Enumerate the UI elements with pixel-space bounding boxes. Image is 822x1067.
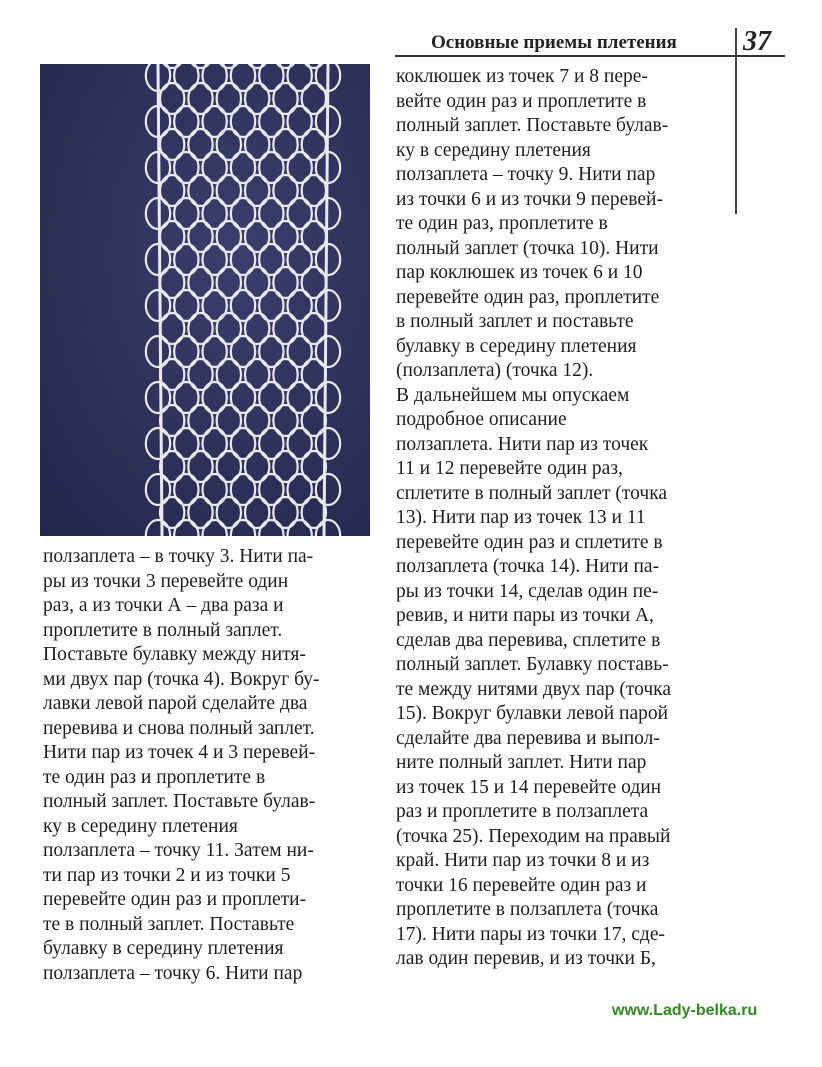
lace-hole [217,64,241,68]
text-line: лав один перевив, и из точки Б, [396,948,656,969]
lace-hole [160,359,184,390]
lace-hole [288,382,312,413]
lace-hole [160,313,184,344]
lace-hole [217,359,241,390]
lace-hole [174,64,198,91]
text-line: булавку в середину плетения [43,938,284,959]
lace-hole [174,198,198,229]
lace-hole [174,290,198,321]
vertical-rule [735,28,737,214]
page-header [395,26,790,60]
text-line: 11 и 12 перевейте один раз, [396,458,623,479]
lace-hole [245,129,269,160]
lace-hole [273,497,297,528]
lace-hole [217,497,241,528]
lace-hole [203,336,227,367]
text-line: полный заплет. Поставьте булав- [43,791,316,812]
page-number: 37 [743,26,771,57]
lace-hole [316,428,340,459]
text-line: сделайте два перевива и выпол- [396,727,660,749]
lace-hole [273,175,297,206]
lace-hole [302,497,326,528]
lace-hole [245,359,269,390]
lace-hole [188,83,212,114]
lace-hole [273,359,297,390]
lace-hole [217,83,241,114]
lace-hole [302,83,326,114]
lace-hole [146,244,170,275]
lace-hole [188,451,212,482]
right-text-column [396,65,671,972]
lace-hole [273,83,297,114]
text-line: полный заплет. Булавку поставь- [396,654,669,675]
header-rule [395,55,785,57]
text-line: из точек 15 и 14 перевейте один [396,776,662,798]
lace-hole [188,497,212,528]
text-line: ползаплета – точку 11. Затем ни- [43,840,314,861]
lace-hole [231,336,255,367]
text-line: сделав два перевива, сплетите в [396,629,661,651]
lace-hole [203,382,227,413]
lace-hole [288,244,312,275]
lace-hole [288,290,312,321]
lace-hole [188,175,212,206]
lace-hole [302,221,326,252]
text-line: Нити пар из точек 4 и 3 перевей- [43,742,316,763]
lace-hole [203,198,227,229]
lace-hole [302,64,326,68]
lace-hole [288,64,312,91]
left-text-column [43,545,320,986]
text-line: Поставьте булавку между нитя- [43,644,306,665]
text-line: те между нитями двух пар (точка [396,678,672,700]
lace-hole [160,175,184,206]
lace-hole [302,129,326,160]
lace-hole [160,64,184,68]
lace-hole [174,336,198,367]
lace-hole [259,290,283,321]
text-line: раз и проплетите в ползаплета [396,801,649,822]
text-line: полный заплет (точка 10). Нити [396,237,659,259]
lace-hole [146,428,170,459]
lace-hole [160,497,184,528]
text-line: ти пар из точки 2 и из точки 5 [43,864,291,886]
lace-hole [174,520,198,536]
lace-hole [273,267,297,298]
lace-hole [288,520,312,536]
lace-hole [231,244,255,275]
lace-hole [188,129,212,160]
lace-hole [302,359,326,390]
text-line: 15). Вокруг булавки левой парой [396,703,669,724]
lace-hole [231,290,255,321]
lace-hole [217,221,241,252]
lace-hole [302,313,326,344]
lace-hole [146,520,170,536]
text-line: раз, а из точки А – два раза и [43,595,284,616]
lace-hole [203,474,227,505]
lace-hole [203,244,227,275]
text-line: (ползаплета) (точка 12). [396,360,594,381]
lace-hole [188,221,212,252]
lace-hole [259,64,283,91]
lace-hole [302,405,326,436]
text-line: те один раз и проплетите в [43,766,266,788]
lace-hole [316,290,340,321]
text-line: В дальнейшем мы опускаем [396,384,630,406]
lace-hole [288,474,312,505]
lace-hole [288,428,312,459]
lace-hole [174,152,198,183]
lace-hole [160,451,184,482]
lace-hole [316,382,340,413]
lace-hole [316,336,340,367]
lace-hole [302,175,326,206]
lace-hole [245,497,269,528]
text-line: ползаплета – точку 6. Нити пар [43,962,303,984]
text-line: ку в середину плетения [396,139,591,161]
lace-hole [231,474,255,505]
text-line: ползаплета. Нити пар из точек [396,433,649,455]
text-line: ры из точки 14, сделав один пе- [396,580,659,602]
lace-hole [160,83,184,114]
text-line: ползаплета (точка 14). Нити па- [396,556,660,577]
lace-hole [160,405,184,436]
lace-hole [203,106,227,137]
lace-hole [273,313,297,344]
text-line: ползаплета – в точку 3. Нити па- [43,546,314,567]
text-line: ку в середину плетения [43,815,238,837]
lace-hole [146,336,170,367]
text-line: ните полный заплет. Нити пар [396,752,647,773]
lace-hole [217,267,241,298]
text-line: из точки 6 и из точки 9 перевей- [396,188,663,210]
lace-hole [203,152,227,183]
lace-hole [146,290,170,321]
lace-hole [245,313,269,344]
lace-hole [259,520,283,536]
lace-hole [231,198,255,229]
text-line: ревив, и нити пары из точки А, [396,605,654,626]
lace-hole [217,313,241,344]
text-line: подробное описание [396,409,567,430]
text-line: перевейте один раз и проплети- [43,889,307,910]
lace-hole [188,64,212,68]
lace-hole [188,405,212,436]
text-line: перевейте один раз, проплетите [396,286,660,308]
lace-hole [174,428,198,459]
lace-hole [160,267,184,298]
lace-hole [188,359,212,390]
text-line: пар коклюшек из точек 6 и 10 [396,262,643,283]
text-line: точки 16 перевейте один раз и [396,874,647,896]
text-line: коклюшек из точек 7 и 8 пере- [396,66,648,87]
lace-hole [273,129,297,160]
lace-hole [231,106,255,137]
lace-hole [259,382,283,413]
lace-hole [273,405,297,436]
lace-hole [245,267,269,298]
lace-hole [288,152,312,183]
text-line: проплетите в полный заплет. [43,619,283,641]
lace-hole [160,129,184,160]
lace-hole [316,520,340,536]
lace-hole [259,152,283,183]
lace-hole [273,221,297,252]
lace-hole [203,290,227,321]
lace-hole [302,267,326,298]
lace-hole [288,198,312,229]
text-line: край. Нити пар из точки 8 и из [396,850,650,871]
lace-hole [288,336,312,367]
lace-hole [316,244,340,275]
lace-hole [259,428,283,459]
text-line: сплетите в полный заплет (точка [396,482,668,504]
text-line: ползаплета – точку 9. Нити пар [396,164,656,185]
lace-hole [174,106,198,137]
text-line: в полный заплет и поставьте [396,311,634,332]
lace-hole [231,382,255,413]
text-line: булавку в середину плетения [396,335,637,357]
lace-hole [245,83,269,114]
lace-strip-photo [40,64,370,536]
text-line: те один раз, проплетите в [396,213,608,234]
lace-hole [203,64,227,91]
lace-hole [217,405,241,436]
lace-hole [259,474,283,505]
lace-hole [231,428,255,459]
lace-hole [174,382,198,413]
website-link[interactable]: www.Lady-belka.ru [612,1002,758,1019]
text-line: перевива и снова полный заплет. [43,717,315,739]
lace-hole [245,405,269,436]
text-line: перевейте один раз и сплетите в [396,531,663,553]
text-line: ми двух пар (точка 4). Вокруг бу- [43,668,320,690]
lace-hole [245,64,269,68]
text-line: (точка 25). Переходим на правый [396,825,671,847]
lace-hole [160,221,184,252]
lace-pattern-icon [40,64,370,536]
lace-hole [188,267,212,298]
text-line: полный заплет. Поставьте булав- [396,115,669,136]
lace-hole [203,520,227,536]
lace-hole [259,244,283,275]
lace-hole [174,474,198,505]
lace-hole [259,198,283,229]
lace-hole [273,64,297,68]
lace-hole [316,474,340,505]
chapter-title: Основные приемы плетения [431,32,677,53]
text-line: ры из точки 3 перевейте один [43,570,289,592]
lace-hole [203,428,227,459]
lace-hole [273,451,297,482]
lace-hole [188,313,212,344]
lace-hole [231,520,255,536]
lace-hole [231,152,255,183]
lace-hole [231,64,255,91]
lace-hole [245,451,269,482]
lace-hole [245,175,269,206]
text-line: 13). Нити пар из точек 13 и 11 [396,507,646,528]
lace-hole [217,451,241,482]
lace-hole [217,175,241,206]
lace-hole [302,451,326,482]
lace-hole [146,382,170,413]
lace-hole [217,129,241,160]
text-line: те в полный заплет. Поставьте [43,913,295,935]
lace-hole [259,336,283,367]
lace-hole [146,474,170,505]
text-line: вейте один раз и проплетите в [396,90,647,112]
lace-hole [259,106,283,137]
lace-hole [245,221,269,252]
lace-hole [288,106,312,137]
lace-hole [174,244,198,275]
text-line: 17). Нити пары из точки 17, сде- [396,923,666,945]
text-line: проплетите в ползаплета (точка [396,899,659,920]
text-line: лавки левой парой сделайте два [43,693,308,714]
